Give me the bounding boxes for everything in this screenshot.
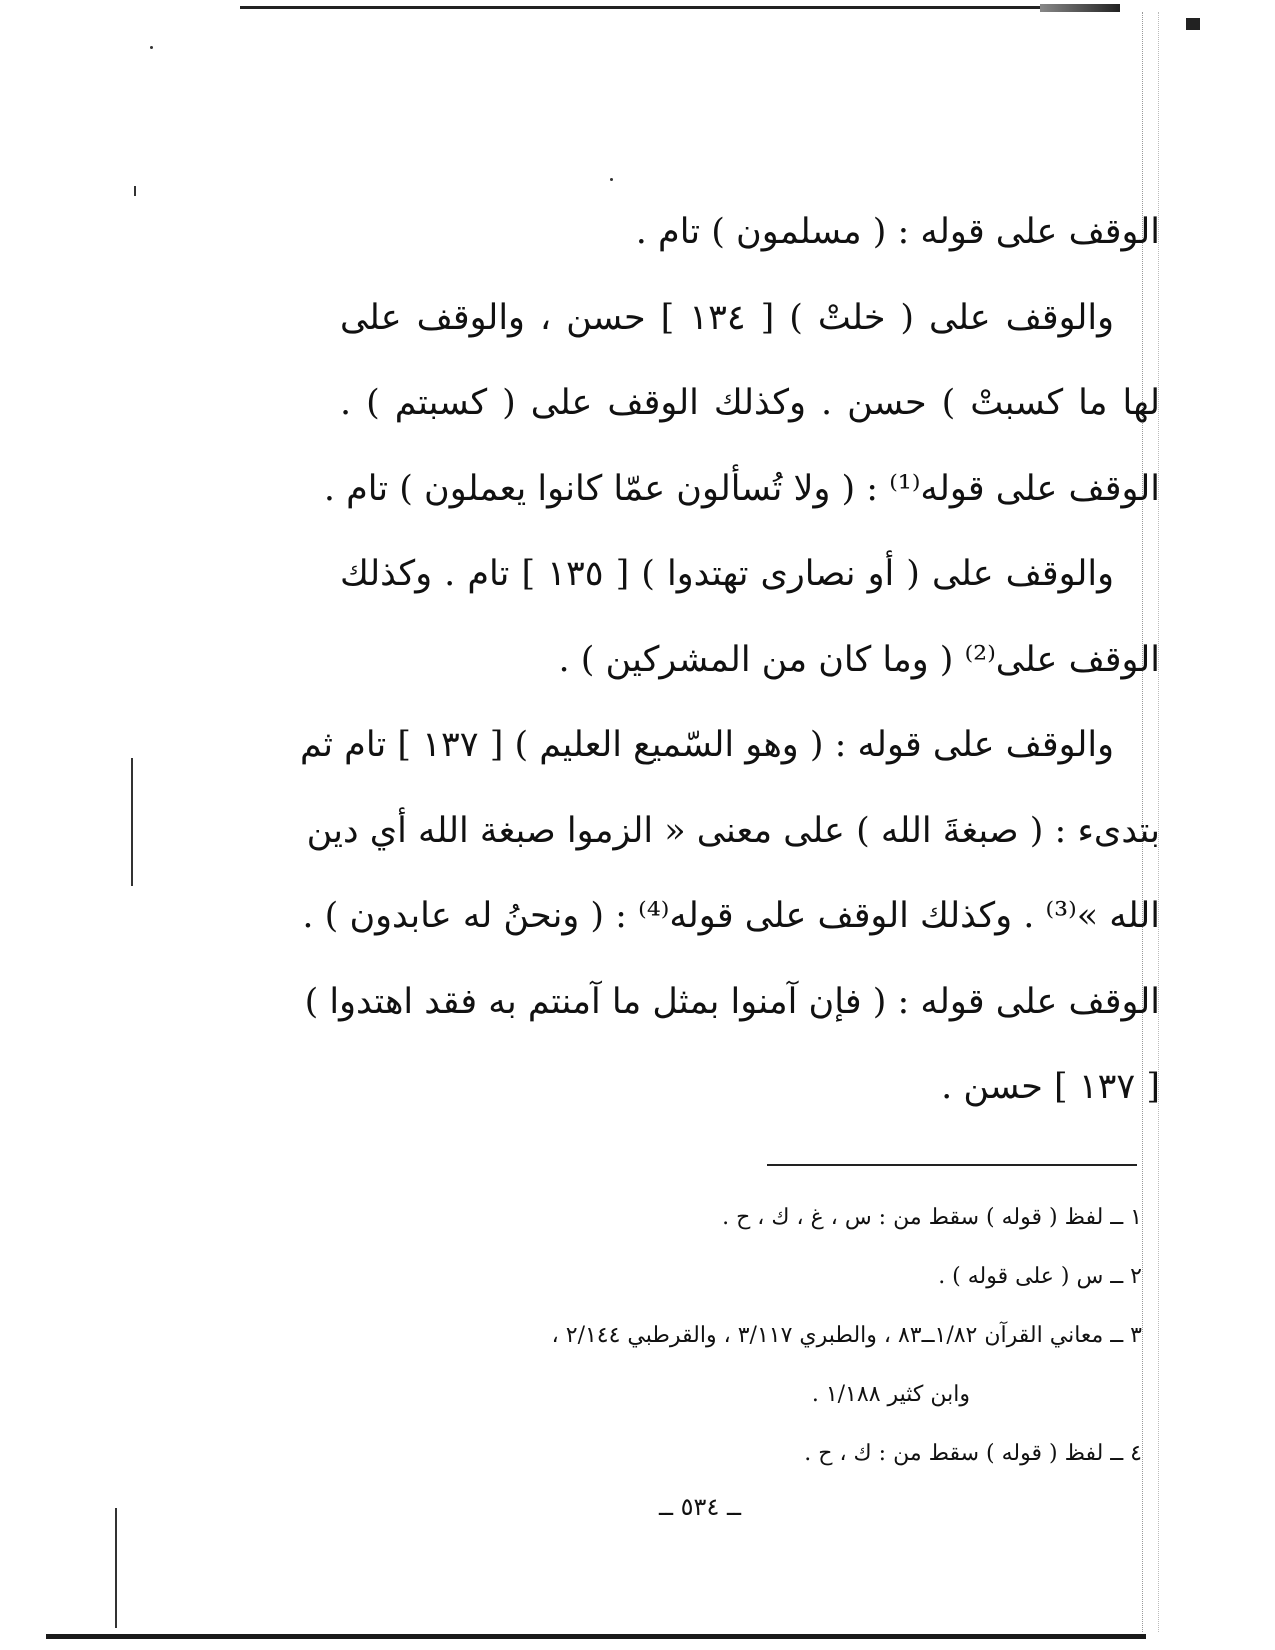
- main-text-block: [300, 190, 1160, 1131]
- text-line: والوقف على ( خلتْ ) [ ١٣٤ ] حسن ، والوقف على: [340, 297, 1114, 338]
- text-line: [ ١٣٧ ] حسن .: [941, 1067, 1160, 1107]
- footnotes: [340, 1188, 1160, 1483]
- footnote: ٣ ــ معاني القرآن ١/٨٢ــ٨٣ ، والطبري ٣/١١٧ ، والقرطبي ٢/١٤٤ ،: [551, 1323, 1142, 1348]
- scan-left-margin-line: [131, 758, 133, 886]
- scan-top-border: [240, 6, 1120, 9]
- footnote: ٢ ــ س ( على قوله ) .: [938, 1264, 1142, 1289]
- scan-speck: [150, 46, 153, 49]
- scan-speck: [134, 186, 136, 196]
- footnote: ٤ ــ لفظ ( قوله ) سقط من : ك ، ح .: [804, 1441, 1142, 1466]
- text-line: بتدىء : ( صبغةَ الله ) على معنى « الزموا صبغة الله أي دين: [306, 810, 1160, 851]
- text-line: والوقف على قوله : ( وهو السّميع العليم ) [ ١٣٧ ] تام ثم: [300, 725, 1114, 765]
- scan-bottom-border: [46, 1634, 1146, 1639]
- text-line: الوقف على قوله : ( مسلمون ) تام .: [635, 212, 1160, 252]
- page-number: ــ ٥٣٤ ــ: [658, 1493, 742, 1521]
- scan-speck: [610, 178, 613, 181]
- footnote-separator: [767, 1164, 1137, 1166]
- text-line: الله »⁽³⁾ . وكذلك الوقف على قوله⁽⁴⁾ : ( ونحنُ له عابدون ) .: [302, 896, 1160, 936]
- text-line: الوقف على⁽²⁾ ( وما كان من المشركين ) .: [558, 639, 1160, 680]
- text-line: والوقف على ( أو نصارى تهتدوا ) [ ١٣٥ ] تام . وكذلك: [340, 554, 1114, 594]
- scan-left-margin-line: [115, 1508, 117, 1628]
- text-line: الوقف على قوله : ( فإن آمنوا بمثل ما آمنتم به فقد اهتدوا ): [304, 981, 1160, 1022]
- footnote-continuation: وابن كثير ١/١٨٨ .: [811, 1382, 970, 1407]
- text-line: لها ما كسبتْ ) حسن . وكذلك الوقف على ( كسبتم ) .: [340, 383, 1160, 423]
- footnote: ١ ــ لفظ ( قوله ) سقط من : س ، غ ، ك ، ح .: [722, 1205, 1142, 1230]
- text-line: الوقف على قوله⁽¹⁾ : ( ولا تُسألون عمّا كانوا يعملون ) تام .: [323, 468, 1160, 509]
- scan-corner-mark: [1186, 18, 1200, 30]
- scan-top-border-fade: [1040, 4, 1120, 12]
